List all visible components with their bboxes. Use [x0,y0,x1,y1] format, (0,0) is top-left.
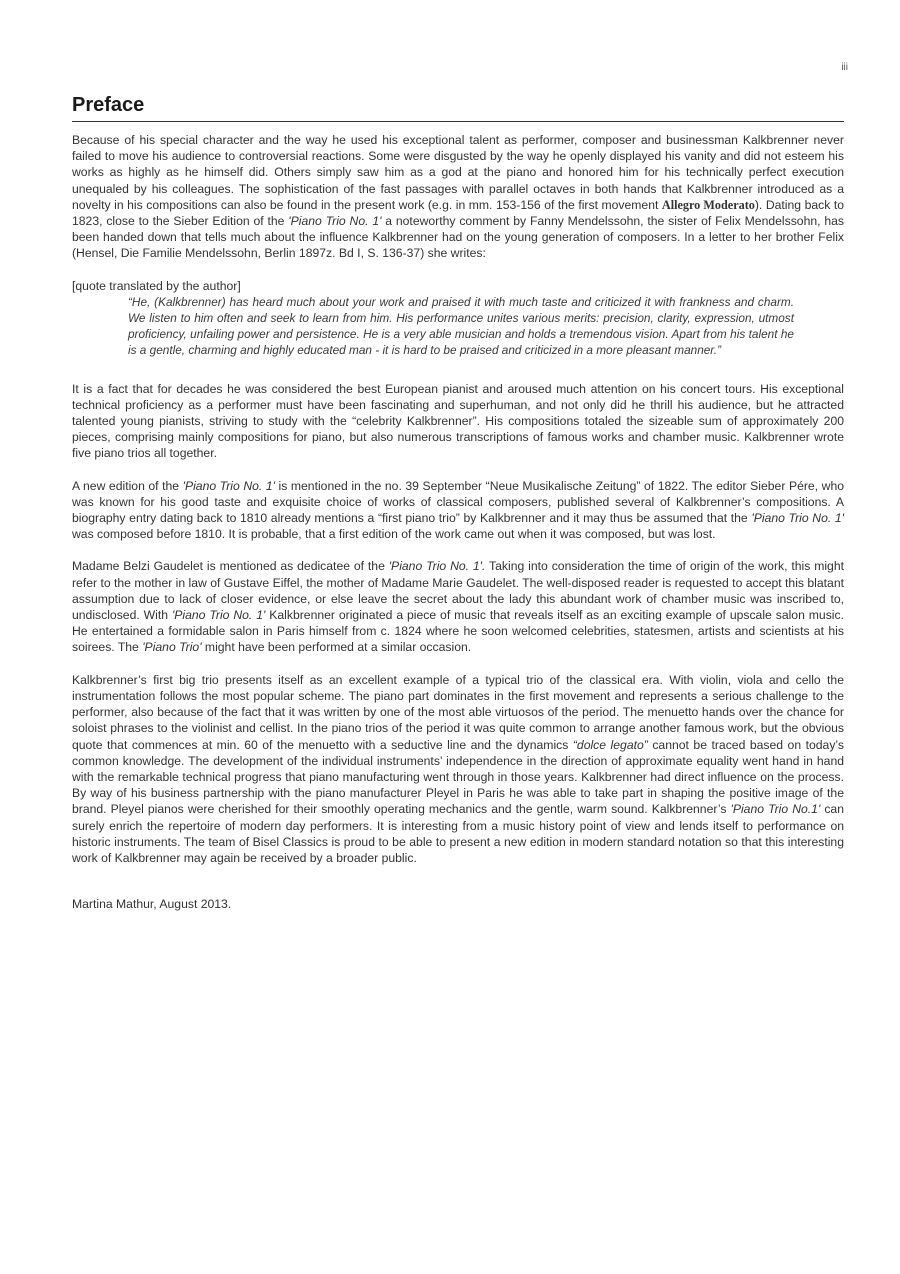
text-run: can surely enrich the repertoire of modern day performers. It is interesting from a music history point of view and lends itself to performance on historic instruments. The team of Bisel Classics is proud to be able to present a new edition in modern standard notation so that this interesting work of Kalkbrenner may again be received by a broader public. [72,802,844,865]
text-run: Taking into consideration the time of origin of the work, this might refer to the mother in law of Gustave Eiffel, the mother of Madame Marie Gaudelet. The well-disposed reader is requested to accept this blatant assumption due to lack of closer evidence, or else leave the secret about the lady this abundant work of chamber music was inscribed to, undisclosed. With [72,559,844,623]
title-divider [72,121,844,122]
text-run: Kalkbrenner’s first big trio presents itself as an excellent example of a typical trio of the classical era. With violin, viola and cello the instrumentation follows the most popular scheme. The piano part dominates in the first movement and represents a serious challenge to the performer, also because of the fact that it was written by one of the most able virtuosos of the period. The menuetto hands over the chance for soloist phrases to the violinist and cellist. In the piano trios of the period it was quite common to arrange another famous work, but the obvious quote that commences at min. 60 of the menuetto with a seductive line and the dynamics [72,672,844,752]
text-run: Because of his special character and the way he used his exceptional talent as performer, composer and businessman Kalkbrenner never failed to move his audience to controversial reactions. Some were disgusted by the way he openly displayed his vanity and did not esteem his works as highly as he himself did. Others simply saw him as a god at the piano and honored him for his technically perfect execution unequaled by his colleagues. The sophistication of the fast passages with parallel octaves in both hands that Kalkbrenner introduced as a novelty in his compositions can also be found in the present work (e.g. in mm. 153-156 of the first movement [72,133,844,212]
text-run: a noteworthy comment by Fanny Mendelssohn, the sister of Felix Mendelssohn, has been handed down that tells much about the influence Kalkbrenner had on the young generation of composers. In a letter to her brother Felix (Hensel, Die Familie Mendelssohn, Berlin 1897z. Bd I, S. 136-37) she writes: [72,214,845,261]
preface-body [72,132,844,912]
page-title: Preface [72,94,145,116]
block-quote: “He, (Kalkbrenner) has heard much about your work and praised it with much taste and criticized it with frankness and charm. We listen to him often and seek to learn from him. His performance unites various merits: precision, clarity, expression, utmost proficiency, unfailing power and persistence. He is a very able musician and holds a tremendous vision. Apart from his talent he is a gentle, charming and highly educated man - it is hard to be praised and criticized in a more pleasant manner.” [128,294,794,358]
text-run: might have been performed at a similar occasion. [201,640,472,655]
text-run: ). Dating back to 1823, close to the Sieber Edition of the [72,197,844,229]
page-number: iii [841,62,848,73]
work-title-ref: 'Piano Trio No. 1'. [388,559,486,574]
text-run: A new edition of the [72,478,183,493]
work-title-ref: 'Piano Trio No.1' [730,802,821,817]
work-title-ref: 'Piano Trio No. 1' [288,214,382,229]
text-run: Kalkbrenner originated a piece of music that reveals itself as an exciting example of upscale salon music. He entertained a formidable salon in Paris himself from c. 1824 where he soon welcomed celebrities, statesmen, artists and scientists at his soirees. The [72,608,844,655]
work-title-ref: 'Piano Trio No. 1' [182,478,275,493]
text-run: cannot be traced based on today’s common knowledge. The development of the individual instruments’ independence in the direction of approximate equality went hand in hand with the remarkable technical progress that piano manufacturing went through in those years. Kalkbrenner had direct influence on the process. By way of his business partnership with the piano manufacturer Pleyel in Paris he was able to take part in shaping the positive image of the brand. Pleyel pianos were cherished for their smoothly operating mechanics and the gentle, warm sound. Kalkbrenner’s [72,737,845,817]
paragraph-intro [72,132,844,262]
work-title-ref: 'Piano Trio No. 1' [751,511,844,526]
quote-label: [quote translated by the author] [72,278,241,293]
text-run: Madame Belzi Gaudelet is mentioned as dedicatee of the [72,559,389,574]
paragraph-dedication [72,558,844,655]
work-title-ref: 'Piano Trio No. 1' [171,608,266,623]
movement-name: Allegro Moderato [661,197,755,212]
paragraph-reputation: It is a fact that for decades he was considered the best European pianist and aroused much attention on his concert tours. His exceptional technical proficiency as a performer must have been fascinating and superhuman, and not only did he thrill his audience, but he attracted talented young pianists, striving to study with the “celebrity Kalkbrenner”. His compositions totaled the sizeable sum of approximately 200 pieces, comprising mainly compositions for piano, but also numerous transcriptions of famous works and chamber music. Kalkbrenner wrote five piano trios all together. [72,381,844,461]
text-run: was composed before 1810. It is probable, that a first edition of the work came out when it was composed, but was lost. [72,527,716,542]
paragraph-edition [72,478,844,543]
author-signature: Martina Mathur, August 2013. [72,897,232,912]
work-title-ref: 'Piano Trio' [142,640,202,655]
text-run: is mentioned in the no. 39 September “Neue Musikalische Zeitung” of 1822. The editor Sieber Pére, who was known for his good taste and exquisite choice of works of classical composers, published several of Kalkbrenner’s compositions. A biography entry dating back to 1810 already mentions a “first piano trio” by Kalkbrenner and it may thus be assumed that the [72,478,844,526]
paragraph-trio-description [72,672,844,866]
dynamics-marking: “dolce legato” [572,737,648,752]
